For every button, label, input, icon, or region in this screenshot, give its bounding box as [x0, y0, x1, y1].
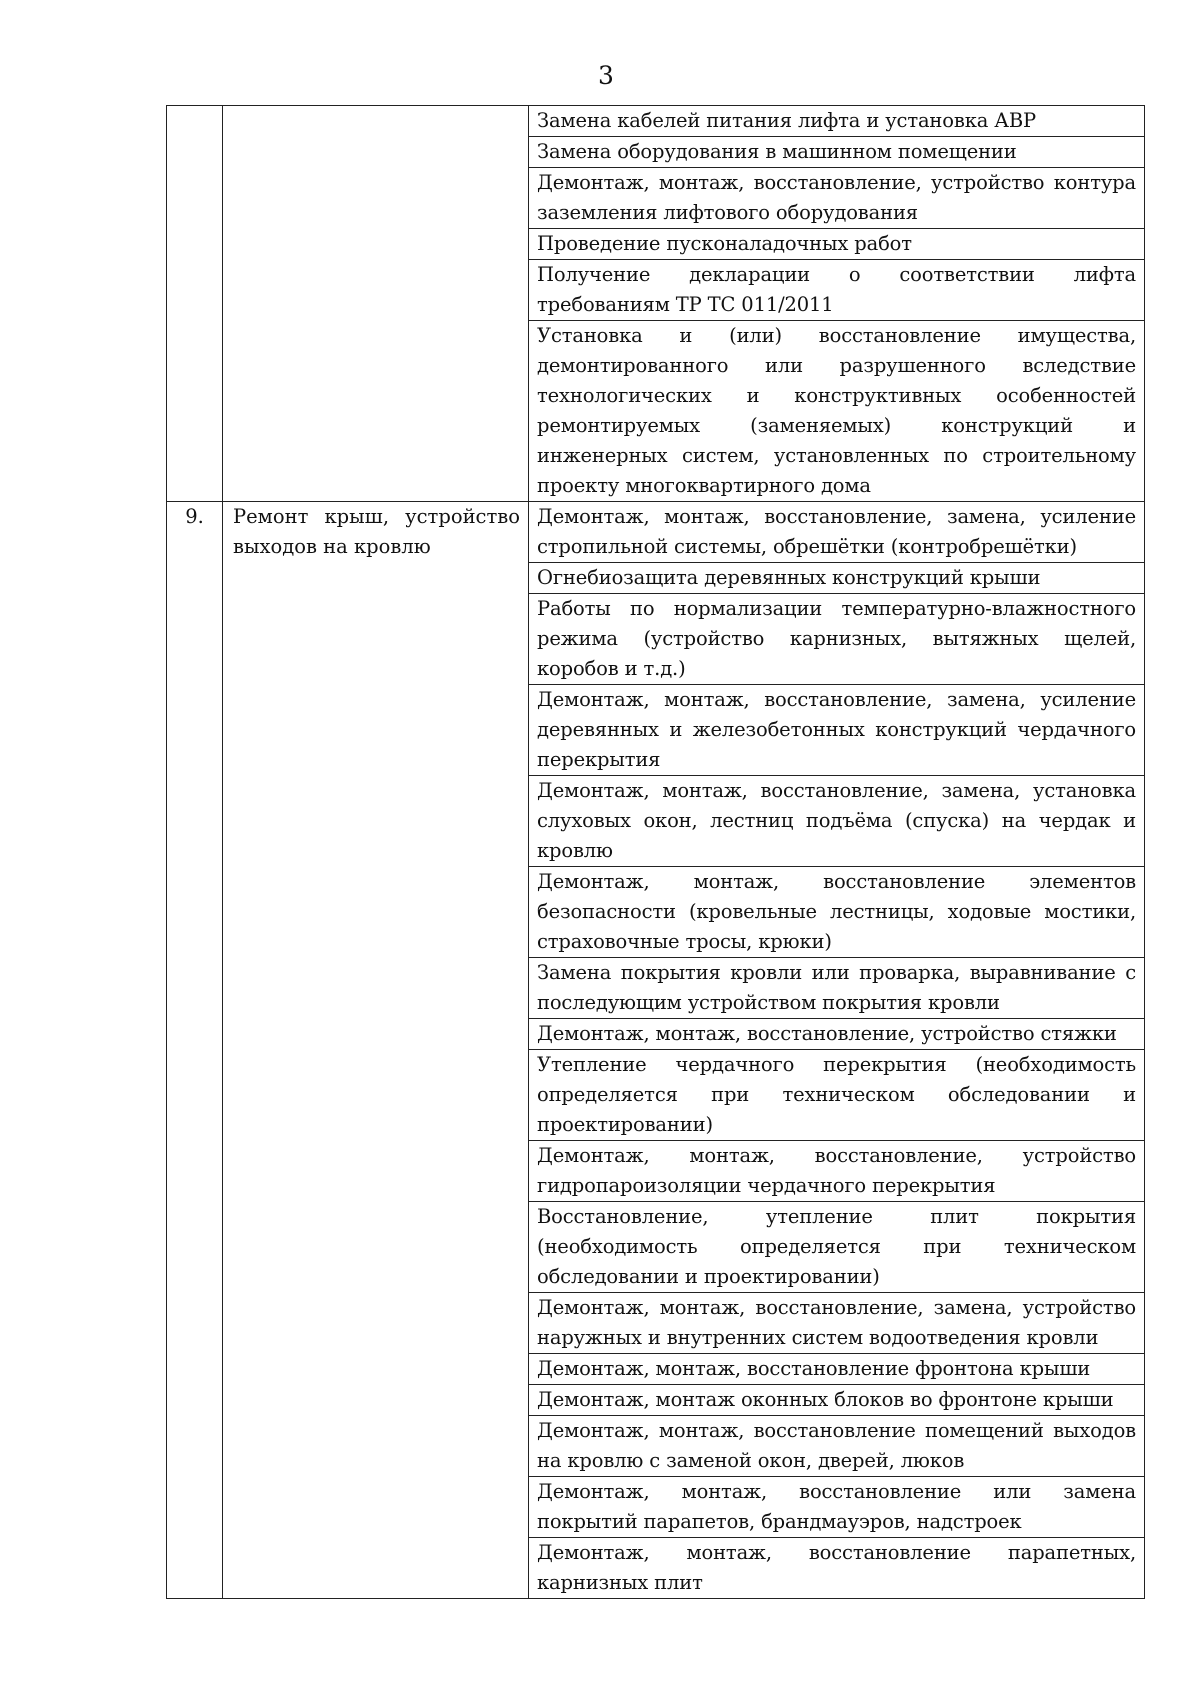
work-item-cell: Демонтаж, монтаж, восстановление, устройство гидропароизоляции чердачного перекрытия: [529, 1141, 1145, 1202]
item-number-cell: [167, 1416, 223, 1477]
table-row: [167, 563, 1145, 594]
work-item-cell: Демонтаж, монтаж, восстановление, замена, усиление стропильной системы, обрешётки (контробрешётки): [529, 502, 1145, 563]
item-name-cell: [223, 1538, 529, 1599]
page-number: 3: [598, 61, 614, 90]
table-row: [167, 260, 1145, 321]
item-name-cell: [223, 1019, 529, 1050]
table-row: [167, 1293, 1145, 1354]
item-number-cell: [167, 563, 223, 594]
table-row: [167, 1416, 1145, 1477]
item-name-cell: [223, 867, 529, 958]
table-row: [167, 685, 1145, 776]
table-row: [167, 137, 1145, 168]
item-name-cell: [223, 958, 529, 1019]
work-item-cell: Демонтаж, монтаж, восстановление фронтона крыши: [529, 1354, 1145, 1385]
work-item-cell: Работы по нормализации температурно-влажностного режима (устройство карнизных, вытяжных щелей, коробов и т.д.): [529, 594, 1145, 685]
work-item-cell: Огнебиозащита деревянных конструкций крыши: [529, 563, 1145, 594]
item-name-cell: Ремонт крыш, устройство выходов на кровлю: [223, 502, 529, 563]
table-row: [167, 776, 1145, 867]
work-item-cell: Демонтаж, монтаж оконных блоков во фронтоне крыши: [529, 1385, 1145, 1416]
item-number-cell: [167, 685, 223, 776]
item-name-cell: [223, 685, 529, 776]
item-number-cell: [167, 1477, 223, 1538]
work-item-cell: Замена оборудования в машинном помещении: [529, 137, 1145, 168]
work-item-cell: Демонтаж, монтаж, восстановление помещений выходов на кровлю с заменой окон, дверей, люков: [529, 1416, 1145, 1477]
table-row: [167, 1385, 1145, 1416]
item-name-cell: [223, 106, 529, 137]
item-number-cell: [167, 1293, 223, 1354]
item-number-cell: [167, 1354, 223, 1385]
table-row: [167, 958, 1145, 1019]
item-name-cell: [223, 563, 529, 594]
table-row: [167, 168, 1145, 229]
item-number-cell: 9.: [167, 502, 223, 563]
item-name-cell: [223, 1050, 529, 1141]
table-row: [167, 106, 1145, 137]
item-name-cell: [223, 594, 529, 685]
work-item-cell: Демонтаж, монтаж, восстановление, замена, усиление деревянных и железобетонных конструкций чердачного перекрытия: [529, 685, 1145, 776]
item-name-cell: [223, 776, 529, 867]
item-name-cell: [223, 137, 529, 168]
work-item-cell: Замена кабелей питания лифта и установка АВР: [529, 106, 1145, 137]
item-name-cell: [223, 1416, 529, 1477]
item-number-cell: [167, 867, 223, 958]
item-name-cell: [223, 1293, 529, 1354]
work-item-cell: Демонтаж, монтаж, восстановление, замена, установка слуховых окон, лестниц подъёма (спуска) на чердак и кровлю: [529, 776, 1145, 867]
item-number-cell: [167, 776, 223, 867]
item-number-cell: [167, 1202, 223, 1293]
item-name-cell: [223, 168, 529, 229]
work-item-cell: Восстановление, утепление плит покрытия (необходимость определяется при техническом обследовании и проектировании): [529, 1202, 1145, 1293]
work-item-cell: Проведение пусконаладочных работ: [529, 229, 1145, 260]
item-name-cell: [223, 1354, 529, 1385]
item-name-cell: [223, 260, 529, 321]
item-name-cell: [223, 1202, 529, 1293]
table-row: [167, 502, 1145, 563]
table-row: [167, 321, 1145, 502]
work-item-cell: Замена покрытия кровли или проварка, выравнивание с последующим устройством покрытия кровли: [529, 958, 1145, 1019]
item-name-cell: [223, 1141, 529, 1202]
item-name-cell: [223, 1477, 529, 1538]
work-item-cell: Демонтаж, монтаж, восстановление или замена покрытий парапетов, брандмауэров, надстроек: [529, 1477, 1145, 1538]
item-number-cell: [167, 958, 223, 1019]
item-number-cell: [167, 168, 223, 229]
item-number-cell: [167, 1019, 223, 1050]
item-number-cell: [167, 1538, 223, 1599]
item-number-cell: [167, 137, 223, 168]
item-name-cell: [223, 321, 529, 502]
item-name-cell: [223, 1385, 529, 1416]
item-name-cell: [223, 229, 529, 260]
works-table-body: [167, 106, 1145, 1599]
work-item-cell: Установка и (или) восстановление имущества, демонтированного или разрушенного вследствие технологических и конструктивных особенностей ремонтируемых (заменяемых) конструкций и инженерных систем, установленных по строительному проекту многоквартирного дома: [529, 321, 1145, 502]
table-row: [167, 867, 1145, 958]
work-item-cell: Демонтаж, монтаж, восстановление, замена, устройство наружных и внутренних систем водоотведения кровли: [529, 1293, 1145, 1354]
item-number-cell: [167, 1385, 223, 1416]
item-number-cell: [167, 1141, 223, 1202]
table-row: [167, 594, 1145, 685]
item-number-cell: [167, 321, 223, 502]
work-item-cell: Получение декларации о соответствии лифта требованиям ТР ТС 011/2011: [529, 260, 1145, 321]
table-row: [167, 1202, 1145, 1293]
table-row: [167, 1050, 1145, 1141]
table-row: [167, 1477, 1145, 1538]
works-table: [166, 105, 1145, 1599]
item-number-cell: [167, 260, 223, 321]
item-number-cell: [167, 1050, 223, 1141]
table-row: [167, 1141, 1145, 1202]
item-number-cell: [167, 106, 223, 137]
work-item-cell: Демонтаж, монтаж, восстановление, устройство контура заземления лифтового оборудования: [529, 168, 1145, 229]
table-row: [167, 1538, 1145, 1599]
work-item-cell: Демонтаж, монтаж, восстановление парапетных, карнизных плит: [529, 1538, 1145, 1599]
table-row: [167, 1354, 1145, 1385]
work-item-cell: Демонтаж, монтаж, восстановление, устройство стяжки: [529, 1019, 1145, 1050]
item-number-cell: [167, 594, 223, 685]
table-row: [167, 1019, 1145, 1050]
table-row: [167, 229, 1145, 260]
work-item-cell: Утепление чердачного перекрытия (необходимость определяется при техническом обследовании и проектировании): [529, 1050, 1145, 1141]
work-item-cell: Демонтаж, монтаж, восстановление элементов безопасности (кровельные лестницы, ходовые мостики, страховочные тросы, крюки): [529, 867, 1145, 958]
item-number-cell: [167, 229, 223, 260]
